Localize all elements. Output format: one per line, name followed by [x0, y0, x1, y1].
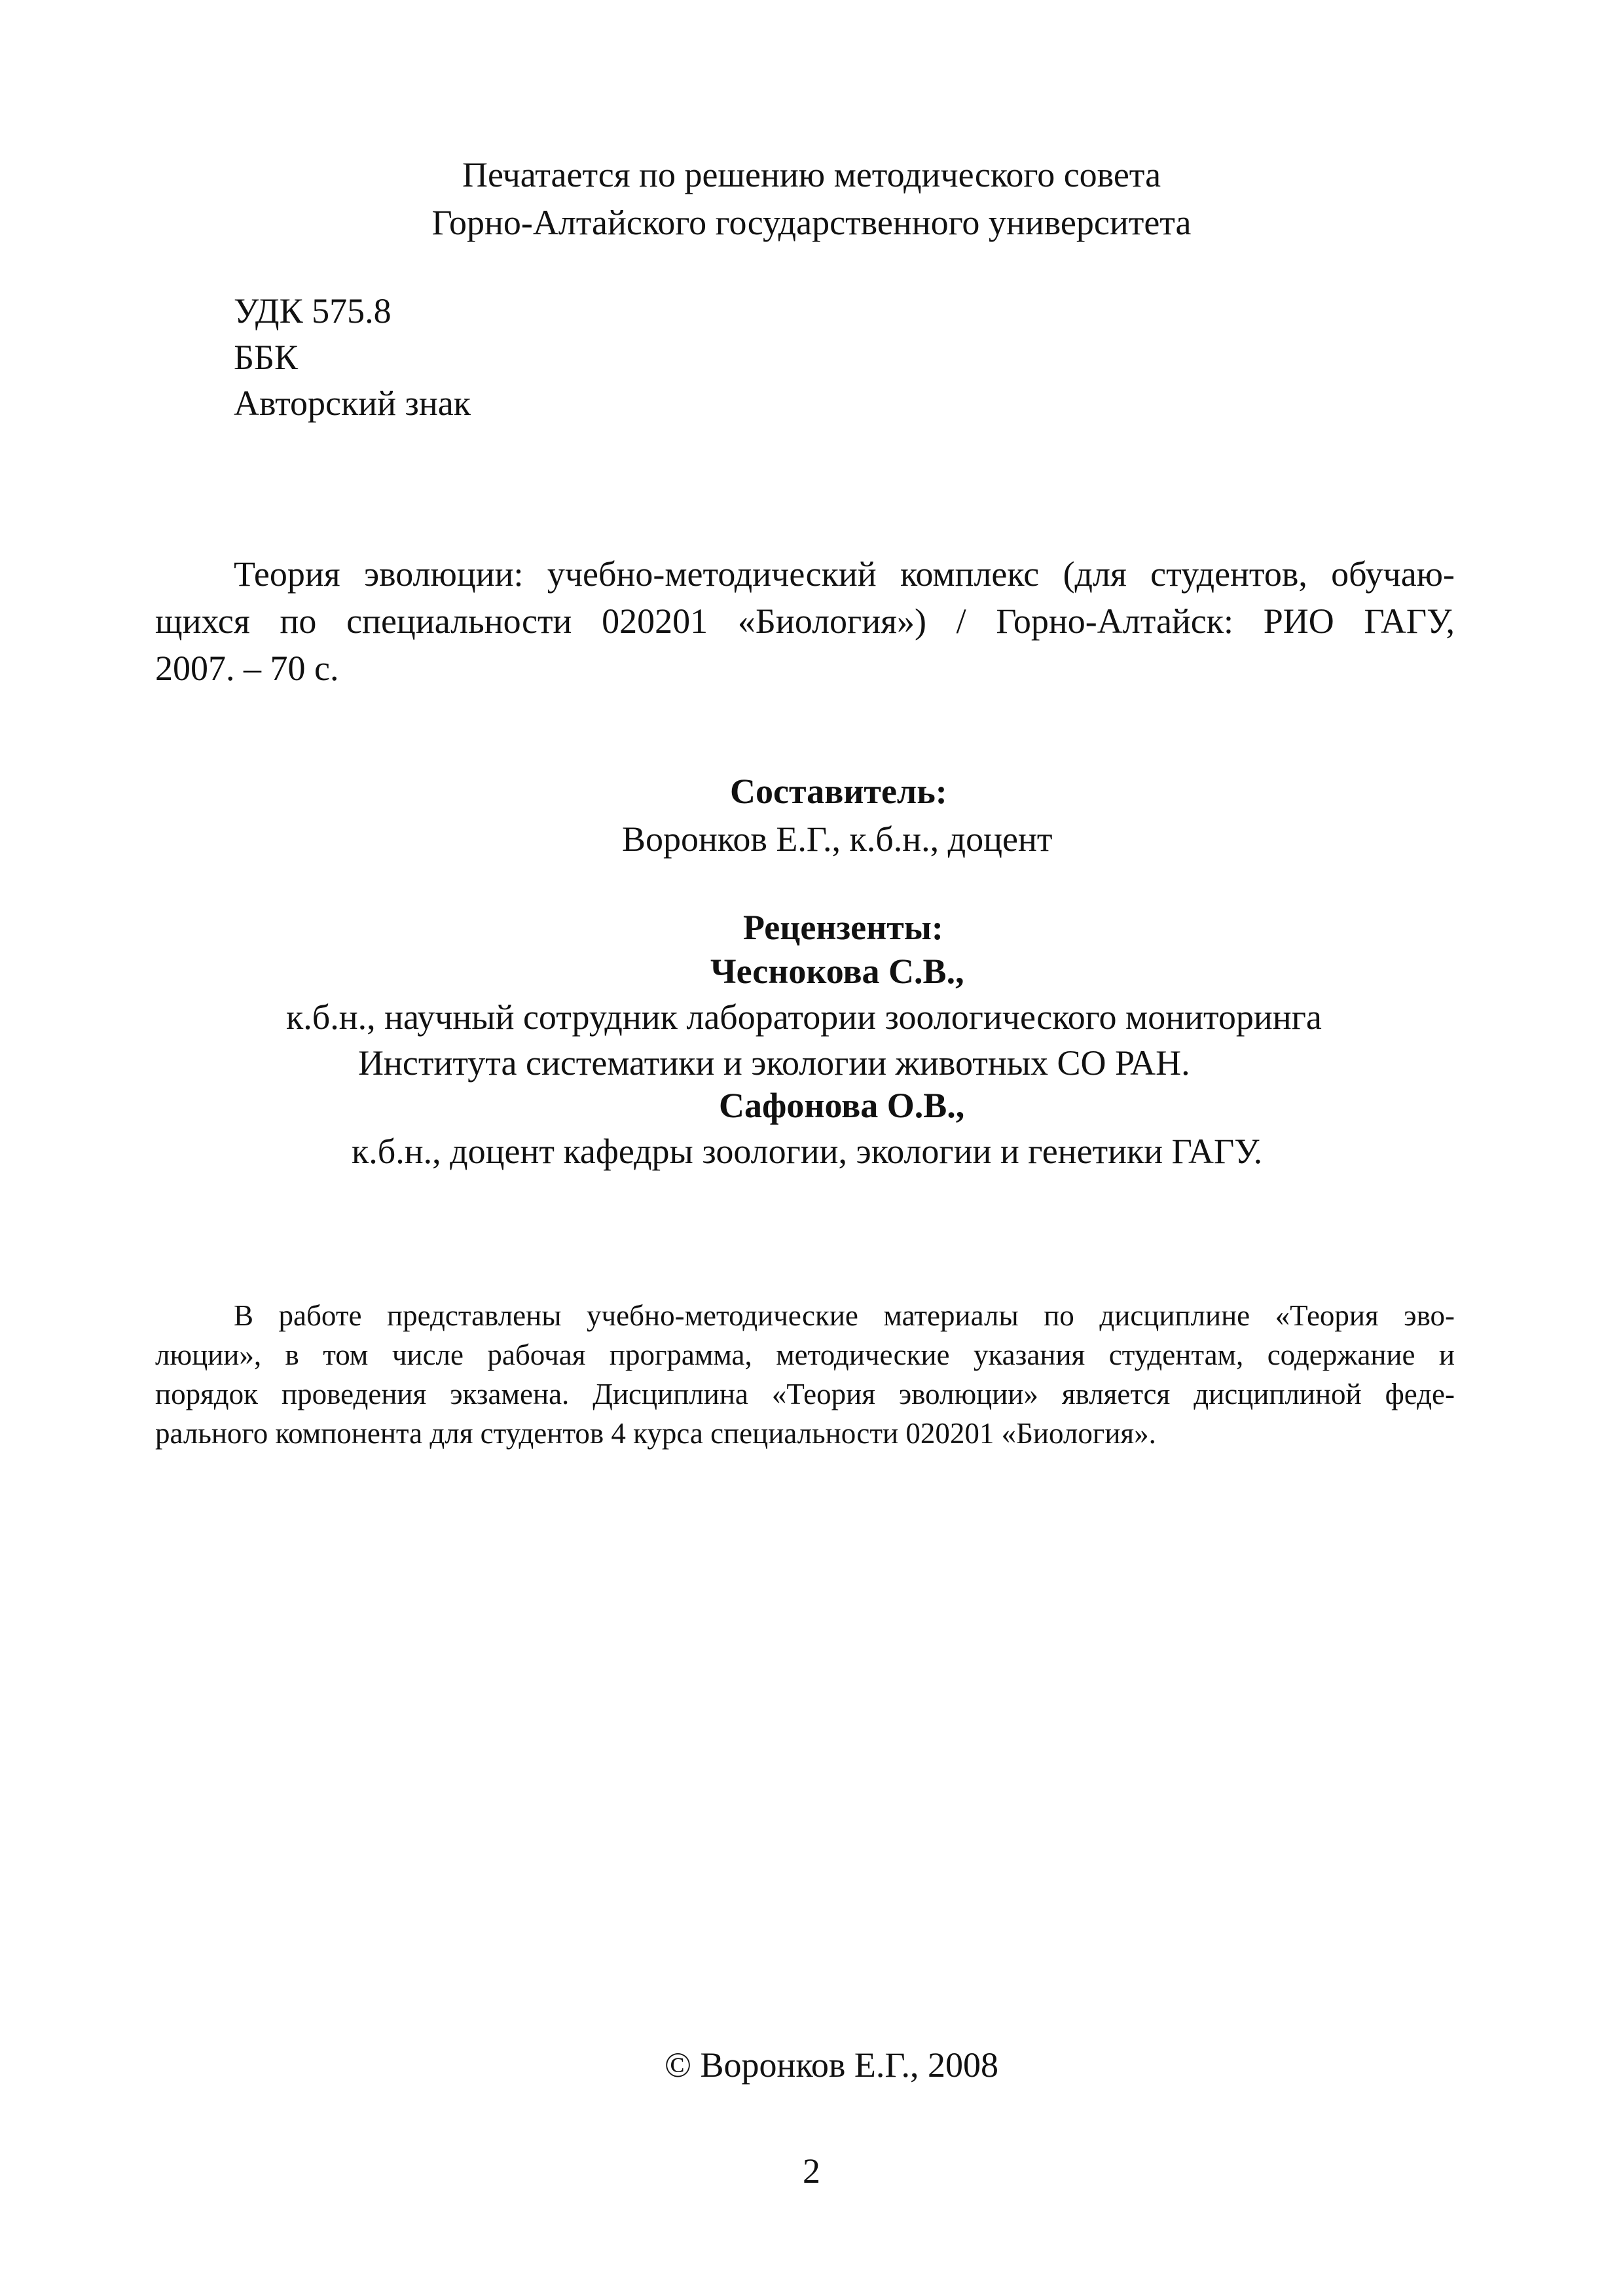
- publication-approval-line-1: Печатается по решению методического совета: [462, 155, 1161, 194]
- author-mark: Авторский знак: [234, 384, 471, 423]
- reviewer-name: Чеснокова С.В.,: [710, 952, 964, 991]
- abstract-line-2: люции», в том числе рабочая программа, методические указания студентам, содержание и: [155, 1338, 1455, 1371]
- reviewer-position: к.б.н., доцент кафедры зоологии, экологии и генетики ГАГУ.: [352, 1132, 1263, 1171]
- bibliography-line-2: щихся по специальности 020201 «Биология») / Горно-Алтайск: РИО ГАГУ,: [155, 601, 1455, 641]
- reviewer-position: к.б.н., научный сотрудник лаборатории зоологического мониторинга: [286, 997, 1322, 1037]
- reviewers-heading: Рецензенты:: [743, 908, 943, 947]
- publication-approval-line-2: Горно-Алтайского государственного университета: [431, 203, 1192, 242]
- reviewer-affiliation: Института систематики и экологии животных СО РАН.: [358, 1043, 1190, 1083]
- abstract-line-1: В работе представлены учебно-методические материалы по дисциплине «Теория эво-: [234, 1299, 1455, 1332]
- compiler-heading: Составитель:: [730, 772, 947, 811]
- page-number: 2: [803, 2151, 820, 2191]
- abstract-line-4: рального компонента для студентов 4 курса специальности 020201 «Биология».: [155, 1417, 1156, 1450]
- udk-code: УДК 575.8: [234, 291, 392, 331]
- bbk-code: ББК: [234, 338, 299, 377]
- bibliography-line-1: Теория эволюции: учебно-методический комплекс (для студентов, обучаю-: [234, 554, 1455, 594]
- abstract-line-3: порядок проведения экзамена. Дисциплина «Теория эволюции» является дисциплиной феде-: [155, 1378, 1455, 1410]
- reviewer-name: Сафонова О.В.,: [719, 1086, 965, 1125]
- bibliography-line-3: 2007. – 70 с.: [155, 649, 339, 688]
- copyright-notice: © Воронков Е.Г., 2008: [665, 2045, 999, 2085]
- compiler-name: Воронков Е.Г., к.б.н., доцент: [622, 819, 1053, 859]
